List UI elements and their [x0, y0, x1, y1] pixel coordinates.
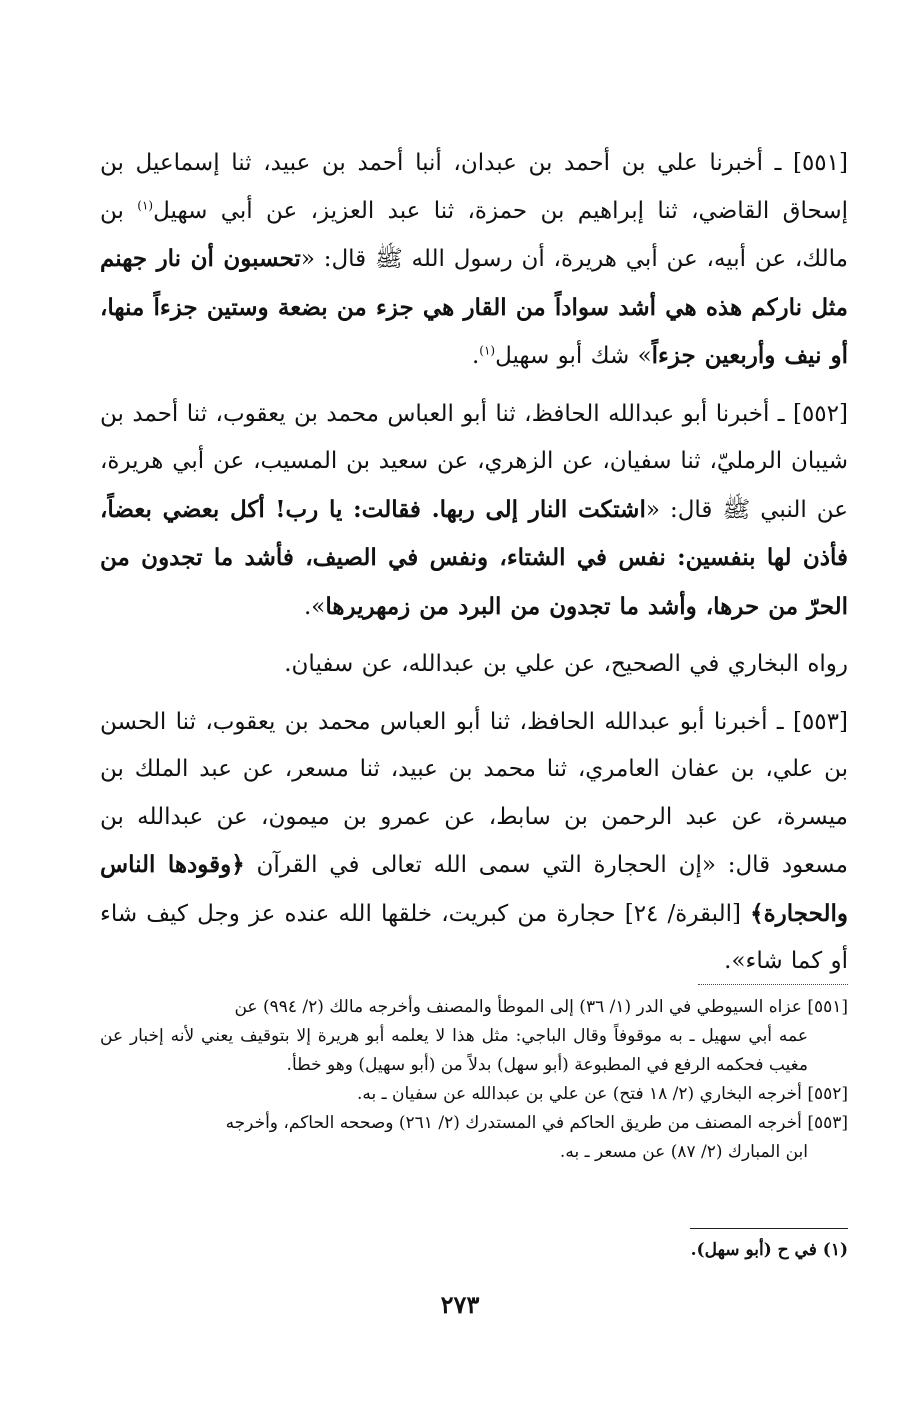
footnote: (١) في ح (أبو سهل).: [690, 1240, 848, 1260]
footnote-marker: (١): [479, 343, 496, 358]
isnad-text: ـ أخبرنا أبو عبدالله الحافظ، ثنا أبو العباس محمد بن يعقوب، ثنا أحمد بن شيبان الرمليّ، ثنا سفيان، عن الزهري، عن سعيد بن المسيب، عن أبي هريرة، عن النبي ﷺ قال: «: [100, 400, 848, 523]
hadith-number: [٥٥٢]: [792, 400, 848, 427]
note-number: [٥٥٢]: [807, 1084, 848, 1104]
isnad-text: .: [471, 343, 480, 369]
note-continuation: ابن المبارك (٢/ ٨٧) عن مسعر ـ به.: [559, 1142, 808, 1162]
hadith-matn: ﴿وقودها الناس والحجارة﴾: [100, 851, 848, 927]
note-text: أخرجه البخاري (٢/ ١٨ فتح) عن علي بن عبدالله عن سفيان ـ به.: [356, 1084, 808, 1104]
hadith-paragraph: [100, 699, 848, 986]
note-text: عزاه السيوطي في الدر (١/ ٣٦) إلى الموطأ والمصنف وأخرجه مالك (٢/ ٩٩٤) عن: [234, 997, 808, 1017]
note-number: [٥٥٣]: [807, 1113, 848, 1133]
isnad-text: » شك أبو سهيل: [495, 343, 652, 369]
takhrij-note: [100, 993, 848, 1080]
takhrij-note: [100, 1080, 848, 1109]
hadith-matn: اشتكت النار إلى ربها. فقالت: يا رب! أكل بعضي بعضاً، فأذن لها بنفسين: نفس في الشتاء، ونفس في الصيف، فأشد ما تجدون من الحرّ من حرها، وأشد ما تجدون من البرد من زمهريرها: [100, 495, 848, 620]
notes-separator: [698, 984, 848, 985]
hadith-paragraph: [100, 641, 848, 689]
isnad-text: ـ أخبرنا علي بن أحمد بن عبدان، أنبا أحمد بن عبيد، ثنا إسماعيل بن إسحاق القاضي، ثنا إبراهيم بن حمزة، ثنا عبد العزيز، عن أبي سهيل: [100, 150, 848, 224]
hadith-paragraph: [100, 391, 848, 632]
page-number: ٢٧٣: [440, 1290, 480, 1319]
main-text: [100, 140, 848, 996]
note-text: أخرجه المصنف من طريق الحاكم في المستدرك (٢/ ٢٦١) وصححه الحاكم، وأخرجه: [225, 1113, 808, 1133]
isnad-text: بن مالك، عن أبيه، عن أبي هريرة، أن رسول الله ﷺ قال: «: [100, 197, 848, 272]
hadith-number: [٥٥١]: [792, 150, 848, 176]
footnote-rule: [690, 1228, 848, 1229]
takhrij-note: [100, 1109, 848, 1167]
hadith-paragraph: [100, 140, 848, 381]
isnad-text: ـ أخبرنا أبو عبدالله الحافظ، ثنا أبو العباس محمد بن يعقوب، ثنا الحسن بن علي، بن عفان العامري، ثنا محمد بن عبيد، ثنا مسعر، عن عبد الملك بن ميسرة، عن عبد الرحمن بن سابط، عن عمرو بن ميمون، عن عبدالله بن مسعود قال: «إن الحجارة التي سمى الله تعالى في القرآن: [100, 708, 848, 878]
note-continuation: عمه أبي سهيل ـ به موقوفاً وقال الباجي: مثل هذا لا يعلمه أبو هريرة إلا بتوقيف يعني لأنه إخبار عن مغيب فحكمه الرفع في المطبوعة (أبو سهل) بدلاً من (أبو سهيل) وهو خطأ.: [100, 1026, 808, 1075]
hadith-matn: تحسبون أن نار جهنم مثل ناركم هذه هي أشد سواداً من القار هي جزء من بضعة وستين جزءاً منها، أو نيف وأربعين جزءاً: [100, 245, 848, 369]
takhrij-notes: [100, 993, 848, 1167]
isnad-text: رواه البخاري في الصحيح، عن علي بن عبدالله، عن سفيان.: [284, 651, 848, 677]
footnote-marker: (١): [137, 197, 154, 212]
isnad-text: [البقرة/ ٢٤] حجارة من كبريت، خلقها الله عنده عز وجل كيف شاء أو كما شاء».: [100, 900, 848, 974]
isnad-text: ».: [303, 593, 326, 620]
note-number: [٥٥١]: [807, 997, 848, 1017]
hadith-number: [٥٥٣]: [792, 708, 848, 735]
